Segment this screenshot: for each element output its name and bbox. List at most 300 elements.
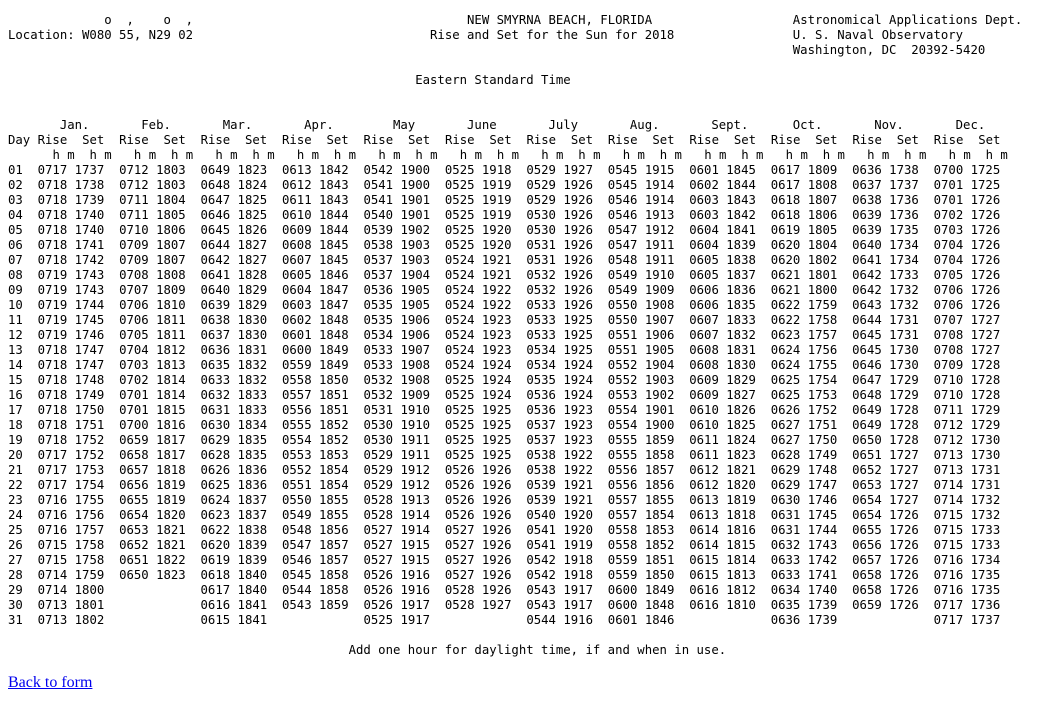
rise-set-cell: 0546 1857 [281, 553, 349, 567]
rise-set-cell: 0559 1851 [607, 553, 675, 567]
rise-set-cell [119, 583, 186, 597]
rise-set-cell: 0718 1748 [37, 373, 105, 387]
rise-set-cell: 0653 1821 [119, 523, 186, 537]
rise-set-cell: 0531 1926 [526, 253, 593, 267]
rise-set-cell: 0650 1823 [119, 568, 186, 582]
rise-set-cell: 0551 1906 [607, 328, 675, 342]
rise-set-cell: 0718 1740 [37, 208, 105, 222]
rise-set-cell: 0716 1734 [933, 553, 1001, 567]
hm-unit-label: h m [985, 148, 1008, 162]
rise-set-cell: 0528 1927 [444, 598, 512, 612]
rise-label: Rise [200, 133, 231, 147]
rise-set-cell: 0608 1845 [281, 238, 349, 252]
rise-set-cell: 0527 1926 [444, 553, 512, 567]
table-row [8, 448, 1000, 462]
rise-set-cell: 0713 1801 [37, 598, 105, 612]
rise-set-cell: 0601 1845 [689, 163, 756, 177]
rise-set-cell: 0531 1926 [526, 238, 593, 252]
rise-set-cell: 0706 1810 [119, 298, 186, 312]
hm-unit-label: h m [867, 148, 890, 162]
rise-set-cell: 0636 1831 [200, 343, 268, 357]
rise-set-cell: 0525 1925 [444, 418, 512, 432]
rise-set-cell: 0551 1854 [281, 478, 349, 492]
rise-set-cell: 0536 1924 [526, 388, 593, 402]
rise-set-cell [119, 598, 186, 612]
table-row [8, 433, 1000, 447]
rise-set-cell: 0655 1726 [852, 523, 919, 537]
rise-set-cell: 0644 1731 [852, 313, 919, 327]
rise-set-cell: 0649 1823 [200, 163, 268, 177]
hm-unit-label: h m [622, 148, 645, 162]
rise-set-cell: 0557 1851 [281, 388, 349, 402]
rise-set-cell: 0624 1755 [770, 358, 838, 372]
rise-set-cell: 0543 1917 [526, 583, 593, 597]
rise-set-cell: 0632 1833 [200, 388, 268, 402]
rise-set-cell: 0706 1726 [933, 283, 1001, 297]
table-row [8, 538, 1000, 552]
rise-set-cell: 0718 1752 [37, 433, 105, 447]
table-row [8, 253, 1000, 267]
table-row [8, 283, 1000, 297]
rise-set-cell: 0600 1848 [607, 598, 675, 612]
rise-label: Rise [444, 133, 475, 147]
rise-set-cell: 0657 1726 [852, 553, 919, 567]
day-number: 15 [8, 373, 23, 387]
rise-set-cell: 0525 1925 [444, 433, 512, 447]
rise-set-cell: 0646 1825 [200, 208, 268, 222]
rise-set-cell: 0525 1920 [444, 238, 512, 252]
rise-set-cell: 0558 1850 [281, 373, 349, 387]
day-number: 06 [8, 238, 23, 252]
rise-set-cell: 0547 1857 [281, 538, 349, 552]
rise-set-cell: 0711 1729 [933, 403, 1001, 417]
rise-set-cell: 0550 1907 [607, 313, 675, 327]
hm-unit-label: h m [541, 148, 564, 162]
rise-set-cell: 0706 1726 [933, 298, 1001, 312]
rise-set-cell: 0718 1739 [37, 193, 105, 207]
location-coords: Location: W080 55, N29 02 [8, 28, 194, 42]
rise-set-cell: 0711 1804 [119, 193, 186, 207]
observatory-name: U. S. Naval Observatory [792, 28, 964, 42]
rise-set-cell: 0712 1730 [933, 433, 1001, 447]
rise-set-cell: 0629 1748 [770, 463, 838, 477]
rise-set-cell: 0625 1836 [200, 478, 268, 492]
rise-set-cell: 0714 1732 [933, 493, 1001, 507]
rise-set-cell: 0525 1920 [444, 223, 512, 237]
rise-set-cell: 0524 1923 [444, 328, 512, 342]
rise-set-cell: 0600 1849 [281, 343, 349, 357]
rise-set-cell: 0619 1805 [770, 223, 838, 237]
rise-set-cell: 0707 1727 [933, 313, 1001, 327]
rise-set-cell: 0609 1844 [281, 223, 349, 237]
month-header-jan: Jan. [37, 118, 120, 132]
rise-set-cell: 0606 1835 [689, 298, 756, 312]
rise-set-cell: 0554 1900 [607, 418, 675, 432]
rise-set-cell: 0558 1852 [607, 538, 675, 552]
day-number: 16 [8, 388, 23, 402]
rise-set-cell: 0615 1841 [200, 613, 268, 627]
rise-set-cell: 0635 1739 [770, 598, 838, 612]
rise-set-cell: 0525 1925 [444, 448, 512, 462]
rise-set-cell: 0614 1816 [689, 523, 756, 537]
rise-set-cell: 0639 1829 [200, 298, 268, 312]
rise-set-cell: 0701 1726 [933, 193, 1001, 207]
rise-set-cell: 0712 1729 [933, 418, 1001, 432]
place-name: NEW SMYRNA BEACH, FLORIDA [467, 13, 653, 27]
day-number: 05 [8, 223, 23, 237]
rise-set-cell: 0547 1912 [607, 223, 675, 237]
rise-set-cell: 0608 1830 [689, 358, 756, 372]
day-number: 30 [8, 598, 23, 612]
set-label: Set [570, 133, 594, 147]
rise-set-cell: 0540 1920 [526, 508, 593, 522]
hm-unit-label: h m [333, 148, 357, 162]
rise-set-cell: 0716 1756 [37, 508, 105, 522]
rise-set-cell: 0537 1904 [363, 268, 431, 282]
header-line-3 [8, 43, 985, 57]
rise-set-cell: 0602 1844 [689, 178, 756, 192]
rise-set-cell: 0634 1740 [770, 583, 838, 597]
rise-set-cell: 0717 1754 [37, 478, 105, 492]
rise-set-cell: 0549 1855 [281, 508, 349, 522]
rise-set-cell: 0642 1733 [852, 268, 919, 282]
rise-set-cell: 0536 1923 [526, 403, 593, 417]
rise-set-cell: 0636 1738 [852, 163, 919, 177]
header-line-2 [8, 28, 963, 42]
rise-set-cell: 0617 1809 [770, 163, 838, 177]
rise-set-cell: 0532 1908 [363, 373, 431, 387]
rise-set-cell: 0640 1734 [852, 238, 919, 252]
rise-set-cell: 0603 1847 [281, 298, 349, 312]
rise-set-cell: 0524 1923 [444, 313, 512, 327]
rise-set-cell: 0650 1728 [852, 433, 919, 447]
hm-unit-label: h m [133, 148, 157, 162]
rise-set-cell: 0707 1809 [119, 283, 186, 297]
rise-set-cell: 0556 1857 [607, 463, 675, 477]
rise-set-cell: 0530 1910 [363, 418, 431, 432]
hm-unit-label: h m [252, 148, 275, 162]
day-number: 13 [8, 343, 23, 357]
rise-set-cell: 0605 1846 [281, 268, 349, 282]
day-number: 21 [8, 463, 23, 477]
rise-set-cell: 0719 1744 [37, 298, 105, 312]
table-row [8, 223, 1000, 237]
rise-set-cell: 0631 1744 [770, 523, 838, 537]
rise-set-cell: 0526 1916 [363, 568, 431, 582]
rise-set-cell: 0624 1756 [770, 343, 838, 357]
rise-set-cell: 0625 1754 [770, 373, 838, 387]
rise-set-cell: 0604 1841 [689, 223, 756, 237]
rise-set-cell: 0534 1924 [526, 358, 593, 372]
rise-set-cell: 0601 1848 [281, 328, 349, 342]
rise-set-cell: 0537 1923 [526, 433, 593, 447]
rise-set-cell: 0527 1914 [363, 523, 431, 537]
rise-set-cell: 0527 1926 [444, 538, 512, 552]
rise-set-cell: 0637 1737 [852, 178, 919, 192]
rise-set-cell: 0656 1819 [119, 478, 186, 492]
header-line-1 [8, 13, 1022, 27]
rise-set-cell: 0618 1806 [770, 208, 838, 222]
rise-set-cell: 0555 1859 [607, 433, 675, 447]
rise-set-cell: 0538 1922 [526, 448, 593, 462]
rise-set-cell: 0537 1903 [363, 253, 431, 267]
month-header-oct: Oct. [770, 118, 852, 132]
hm-unit-label: h m [459, 148, 482, 162]
rise-set-cell: 0527 1915 [363, 553, 431, 567]
table-row [8, 598, 1000, 612]
rise-set-cell: 0714 1800 [37, 583, 105, 597]
day-number: 25 [8, 523, 23, 537]
rise-set-cell: 0719 1745 [37, 313, 105, 327]
rise-set-cell: 0628 1749 [770, 448, 838, 462]
rise-set-cell: 0641 1734 [852, 253, 919, 267]
rise-set-cell: 0704 1726 [933, 238, 1001, 252]
rise-set-cell: 0548 1856 [281, 523, 349, 537]
rise-set-cell: 0625 1753 [770, 388, 838, 402]
rise-set-cell: 0622 1838 [200, 523, 268, 537]
hm-unit-label: h m [822, 148, 845, 162]
day-number: 09 [8, 283, 23, 297]
rise-set-cell: 0528 1913 [363, 493, 431, 507]
rise-set-cell: 0632 1743 [770, 538, 838, 552]
rise-set-cell: 0639 1735 [852, 223, 919, 237]
set-label: Set [245, 133, 268, 147]
rise-set-cell: 0700 1816 [119, 418, 186, 432]
rise-set-cell: 0706 1811 [119, 313, 186, 327]
rise-set-cell: 0601 1846 [607, 613, 675, 627]
hm-unit-label: h m [415, 148, 438, 162]
back-to-form-link[interactable]: Back to form [8, 674, 93, 691]
rise-set-cell: 0618 1840 [200, 568, 268, 582]
rise-set-cell: 0529 1912 [363, 463, 431, 477]
rise-set-cell: 0714 1731 [933, 478, 1001, 492]
month-header-nov: Nov. [852, 118, 934, 132]
set-label: Set [815, 133, 838, 147]
rise-set-cell: 0543 1917 [526, 598, 593, 612]
hm-unit-row [8, 148, 1008, 162]
rise-label: Rise [282, 133, 312, 147]
rise-set-cell: 0613 1842 [281, 163, 349, 177]
table-row [8, 298, 1000, 312]
rise-set-cell: 0546 1914 [607, 193, 675, 207]
rise-set-cell: 0533 1907 [363, 343, 431, 357]
rise-set-cell: 0705 1726 [933, 268, 1001, 282]
hm-unit-label: h m [170, 148, 194, 162]
rise-set-cell: 0605 1838 [689, 253, 756, 267]
hm-unit-label: h m [948, 148, 971, 162]
rise-set-cell: 0552 1854 [281, 463, 349, 477]
rise-set-cell: 0556 1856 [607, 478, 675, 492]
rise-set-cell: 0525 1919 [444, 193, 512, 207]
rise-set-cell: 0642 1827 [200, 253, 268, 267]
rise-set-cell: 0532 1926 [526, 283, 593, 297]
rise-set-cell: 0653 1727 [852, 478, 919, 492]
table-row [8, 583, 1000, 597]
rise-set-cell: 0551 1905 [607, 343, 675, 357]
rise-set-cell: 0611 1824 [689, 433, 756, 447]
daylight-note: Add one hour for daylight time, if and when in use. [348, 643, 727, 657]
table-row [8, 268, 1000, 282]
rise-label: Rise [933, 133, 964, 147]
rise-set-cell: 0525 1917 [363, 613, 431, 627]
rise-set-cell: 0717 1737 [933, 613, 1001, 627]
rise-set-cell: 0604 1847 [281, 283, 349, 297]
rise-set-cell: 0539 1921 [526, 493, 593, 507]
rise-set-cell: 0644 1827 [200, 238, 268, 252]
rise-set-cell: 0532 1926 [526, 268, 593, 282]
rise-set-cell: 0718 1747 [37, 358, 105, 372]
rise-set-cell: 0635 1832 [200, 358, 268, 372]
rise-set-cell: 0605 1837 [689, 268, 756, 282]
day-number: 14 [8, 358, 23, 372]
rise-set-cell: 0610 1826 [689, 403, 756, 417]
rise-set-cell: 0559 1850 [607, 568, 675, 582]
rise-set-cell: 0717 1736 [933, 598, 1001, 612]
hm-unit-label: h m [52, 148, 75, 162]
rise-set-cell: 0527 1926 [444, 523, 512, 537]
rise-set-cell: 0533 1925 [526, 313, 593, 327]
rise-set-cell: 0719 1746 [37, 328, 105, 342]
rise-set-cell: 0524 1922 [444, 298, 512, 312]
rise-set-cell: 0702 1814 [119, 373, 186, 387]
timezone-label: Eastern Standard Time [415, 73, 571, 87]
rise-set-cell: 0538 1903 [363, 238, 431, 252]
rise-set-cell: 0608 1831 [689, 343, 756, 357]
table-row [8, 463, 1000, 477]
header-line-4 [8, 73, 571, 87]
rise-set-cell: 0638 1736 [852, 193, 919, 207]
month-header-june: June [444, 118, 527, 132]
rise-set-cell: 0549 1910 [607, 268, 675, 282]
rise-set-cell: 0611 1823 [689, 448, 756, 462]
rise-set-cell: 0533 1908 [363, 358, 431, 372]
rise-set-cell: 0525 1924 [444, 373, 512, 387]
rise-set-cell: 0621 1800 [770, 283, 838, 297]
rise-set-cell: 0559 1849 [281, 358, 349, 372]
rise-set-cell: 0616 1841 [200, 598, 268, 612]
rise-set-cell: 0651 1727 [852, 448, 919, 462]
rise-set-cell: 0630 1746 [770, 493, 838, 507]
dept-name: Astronomical Applications Dept. [792, 13, 1023, 27]
rise-set-cell: 0535 1924 [526, 373, 593, 387]
rise-set-cell: 0633 1742 [770, 553, 838, 567]
rise-label: Rise [852, 133, 882, 147]
rise-set-cell: 0711 1805 [119, 208, 186, 222]
rise-set-cell: 0525 1924 [444, 388, 512, 402]
rise-set-cell: 0715 1758 [37, 553, 105, 567]
rise-set-cell: 0709 1807 [119, 238, 186, 252]
rise-set-cell: 0622 1758 [770, 313, 838, 327]
rise-set-cell: 0703 1813 [119, 358, 186, 372]
rise-set-cell: 0717 1753 [37, 463, 105, 477]
rise-set-cell: 0604 1839 [689, 238, 756, 252]
rise-set-cell: 0609 1829 [689, 373, 756, 387]
rise-set-cell: 0647 1729 [852, 373, 919, 387]
rise-set-cell: 0659 1817 [119, 433, 186, 447]
rise-set-cell: 0705 1811 [119, 328, 186, 342]
rise-set-cell: 0631 1745 [770, 508, 838, 522]
rise-set-cell: 0658 1726 [852, 583, 919, 597]
hm-unit-label: h m [378, 148, 401, 162]
rise-set-cell: 0719 1743 [37, 283, 105, 297]
rise-set-cell: 0526 1926 [444, 493, 512, 507]
rise-set-cell: 0535 1906 [363, 313, 431, 327]
rise-set-cell: 0557 1855 [607, 493, 675, 507]
rise-set-cell: 0648 1824 [200, 178, 268, 192]
hm-unit-label: h m [704, 148, 727, 162]
rise-set-cell: 0708 1808 [119, 268, 186, 282]
table-subtitle: Rise and Set for the Sun for 2018 [430, 28, 675, 42]
table-row [8, 358, 1000, 372]
rise-set-cell: 0645 1826 [200, 223, 268, 237]
rise-set-cell: 0655 1819 [119, 493, 186, 507]
rise-set-cell: 0612 1843 [281, 178, 349, 192]
rise-set-cell: 0718 1742 [37, 253, 105, 267]
rise-set-cell: 0619 1839 [200, 553, 268, 567]
rise-set-cell: 0600 1849 [607, 583, 675, 597]
rise-set-cell: 0636 1739 [770, 613, 838, 627]
rise-set-cell: 0553 1902 [607, 388, 675, 402]
set-label: Set [652, 133, 675, 147]
rise-set-cell: 0657 1818 [119, 463, 186, 477]
rise-set-cell: 0714 1759 [37, 568, 105, 582]
rise-set-cell: 0700 1725 [933, 163, 1001, 177]
table-row [8, 568, 1000, 582]
rise-set-cell: 0717 1737 [37, 163, 105, 177]
hm-unit-label: h m [904, 148, 927, 162]
table-row [8, 313, 1000, 327]
rise-set-cell: 0704 1812 [119, 343, 186, 357]
day-rows [8, 163, 1000, 627]
rise-set-cell: 0526 1917 [363, 598, 431, 612]
rise-set-cell: 0539 1902 [363, 223, 431, 237]
hm-unit-label: h m [89, 148, 112, 162]
rise-set-cell: 0626 1836 [200, 463, 268, 477]
rise-set-cell: 0602 1848 [281, 313, 349, 327]
rise-set-cell: 0544 1916 [526, 613, 593, 627]
month-header-may: May [363, 118, 445, 132]
set-label: Set [163, 133, 186, 147]
rise-set-cell: 0526 1916 [363, 583, 431, 597]
day-column-label: Day [8, 133, 31, 147]
rise-set-cell: 0541 1920 [526, 523, 593, 537]
rise-set-cell: 0526 1926 [444, 478, 512, 492]
rise-set-cell: 0607 1833 [689, 313, 756, 327]
rise-set-cell: 0640 1829 [200, 283, 268, 297]
rise-set-cell: 0715 1733 [933, 523, 1001, 537]
rise-set-cell: 0541 1901 [363, 193, 431, 207]
table-row [8, 523, 1000, 537]
rise-set-cell: 0615 1813 [689, 568, 756, 582]
rise-set-cell: 0637 1830 [200, 328, 268, 342]
day-number: 23 [8, 493, 23, 507]
day-number: 10 [8, 298, 23, 312]
rise-set-cell: 0524 1922 [444, 283, 512, 297]
rise-set-cell: 0658 1726 [852, 568, 919, 582]
set-label: Set [896, 133, 919, 147]
rise-set-cell: 0718 1740 [37, 223, 105, 237]
rise-set-cell: 0708 1727 [933, 328, 1001, 342]
day-number: 27 [8, 553, 23, 567]
rise-set-cell: 0556 1851 [281, 403, 349, 417]
rise-label: Rise [526, 133, 557, 147]
rise-set-cell: 0616 1810 [689, 598, 756, 612]
rise-set-cell: 0555 1852 [281, 418, 349, 432]
rise-set-cell: 0547 1911 [607, 238, 675, 252]
rise-set-cell: 0628 1835 [200, 448, 268, 462]
rise-set-cell: 0713 1730 [933, 448, 1001, 462]
rise-set-cell: 0524 1924 [444, 358, 512, 372]
